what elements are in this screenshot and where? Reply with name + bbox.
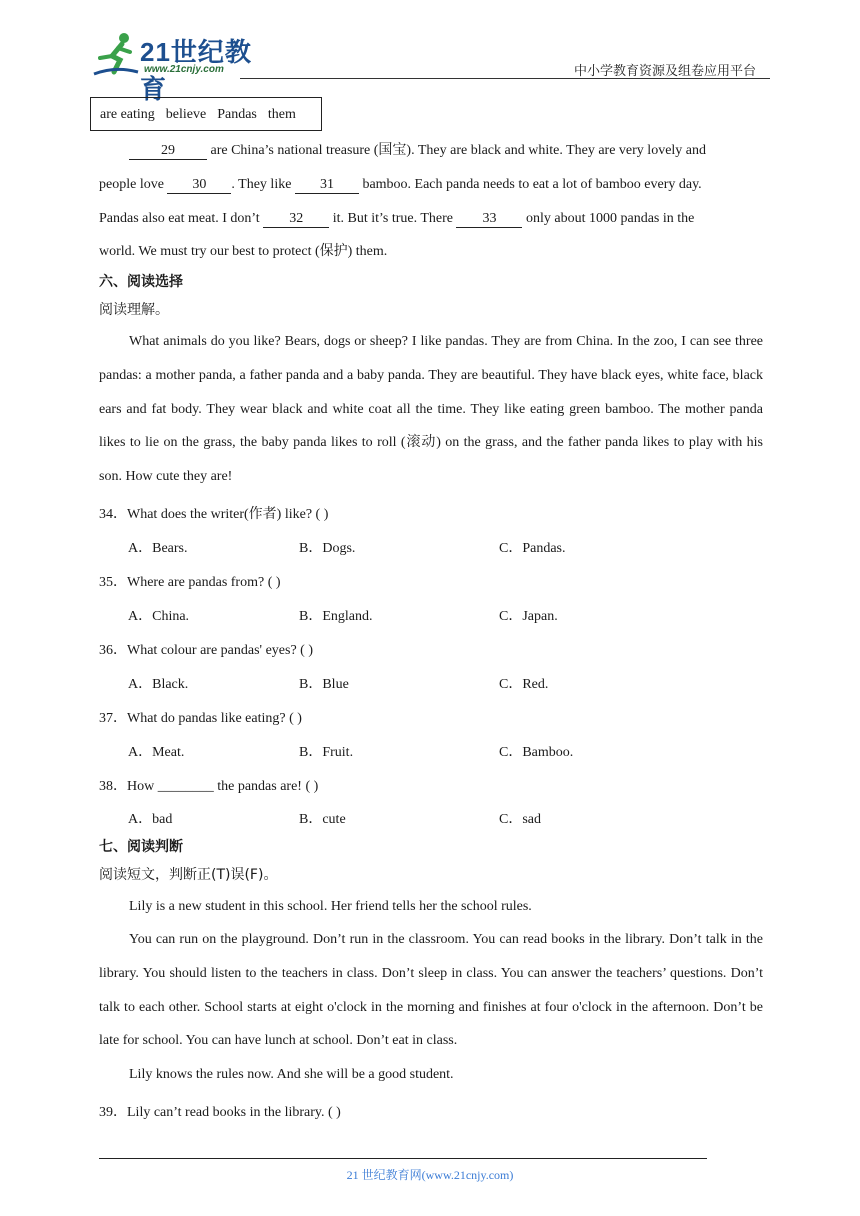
header-divider	[240, 78, 770, 79]
option-a[interactable]: A．bad	[128, 812, 173, 827]
section-6-instruction: 阅读理解。	[99, 302, 169, 318]
reading-passage-pandas: What animals do you like? Bears, dogs or sheep? I like pandas. They are from China. In the zoo, I can see three pandas: a mother panda, a father panda and a baby panda. They are beautiful. They have black eyes, white face, black ears and fat body. They wear black and white coat all the time. They like eating green bamboo. The mother panda likes to lie on the grass, the baby panda likes to roll (滚动) on the grass, and the father panda likes to play with his son. How cute they are!	[99, 334, 763, 485]
blank-32: 32	[263, 211, 329, 228]
option-a[interactable]: A．Bears.	[128, 541, 188, 556]
logo-url: www.21cnjy.com	[144, 64, 224, 75]
word-bank-item: are eating	[100, 107, 155, 122]
cloze-line: are China’s national treasure (国宝). They are black and white. They are very lovely and	[207, 143, 707, 158]
option-a[interactable]: A．Meat.	[128, 745, 185, 760]
option-c[interactable]: C．Red.	[499, 677, 549, 692]
cloze-line: it. But it’s true. There	[329, 210, 457, 226]
cloze-line: Pandas also eat meat. I don’t	[99, 210, 264, 226]
question-38: 38．How ________ the pandas are! ( )	[99, 779, 319, 794]
footer-divider	[99, 1158, 707, 1159]
option-b[interactable]: B．Blue	[299, 677, 349, 692]
header-platform-text: 中小学教育资源及组卷应用平台	[573, 63, 756, 78]
cloze-line: . They like	[231, 176, 295, 192]
question-35: 35．Where are pandas from? ( )	[99, 575, 281, 590]
site-logo	[90, 30, 260, 104]
question-39: 39．Lily can’t read books in the library. ( )	[99, 1105, 341, 1120]
option-b[interactable]: B．Dogs.	[299, 541, 356, 556]
question-37: 37．What do pandas like eating? ( )	[99, 711, 302, 726]
word-bank-item: Pandas	[217, 107, 257, 122]
reading-passage-p3: Lily knows the rules now. And she will be a good student.	[129, 1067, 454, 1082]
logo-text: 21世纪教育	[140, 37, 252, 104]
question-34: 34．What does the writer(作者) like? ( )	[99, 507, 329, 522]
question-36: 36．What colour are pandas' eyes? ( )	[99, 643, 313, 658]
cloze-line: only about 1000 pandas in the	[522, 210, 695, 226]
blank-29: 29	[129, 143, 207, 160]
blank-33: 33	[456, 211, 522, 228]
blank-31: 31	[295, 177, 359, 194]
runner-logo-icon	[92, 32, 140, 78]
section-7-instruction: 阅读短文，判断正(T)误(F)。	[99, 867, 278, 883]
option-c[interactable]: C．Pandas.	[499, 541, 566, 556]
option-b[interactable]: B．cute	[299, 812, 346, 827]
cloze-passage	[99, 134, 763, 269]
section-7-title: 七、阅读判断	[99, 839, 183, 855]
reading-passage-p2: You can run on the playground. Don’t run in the classroom. You can read books in the library. Don’t talk in the library. You should listen to the teachers in class. Don’t sleep in class. You can answer the teachers’ questions. Don’t talk to each other. School starts at eight o'clock in the morning and finishes at four o'clock in the afternoon. Don’t be late for school. You can have lunch at school. Don’t eat in class.	[99, 932, 763, 1049]
option-c[interactable]: C．sad	[499, 812, 541, 827]
footer-text: 21 世纪教育网(www.21cnjy.com)	[346, 1168, 514, 1182]
reading-passage-p1: Lily is a new student in this school. Her friend tells her the school rules.	[129, 899, 532, 914]
section-6-title: 六、阅读选择	[99, 274, 183, 290]
word-bank-box	[90, 97, 322, 131]
cloze-line: people love	[99, 176, 168, 192]
word-bank-item: believe	[165, 107, 207, 122]
option-c[interactable]: C．Bamboo.	[499, 745, 574, 760]
blank-30: 30	[167, 177, 231, 194]
option-b[interactable]: B．England.	[299, 609, 373, 624]
cloze-line: world. We must try our best to protect (保护) them.	[99, 244, 388, 260]
page-header	[90, 30, 770, 104]
word-bank-item: them	[267, 107, 296, 122]
option-c[interactable]: C．Japan.	[499, 609, 558, 624]
option-b[interactable]: B．Fruit.	[299, 745, 354, 760]
option-a[interactable]: A．Black.	[128, 677, 189, 692]
cloze-line: bamboo. Each panda needs to eat a lot of bamboo every day.	[358, 176, 702, 192]
option-a[interactable]: A．China.	[128, 609, 190, 624]
